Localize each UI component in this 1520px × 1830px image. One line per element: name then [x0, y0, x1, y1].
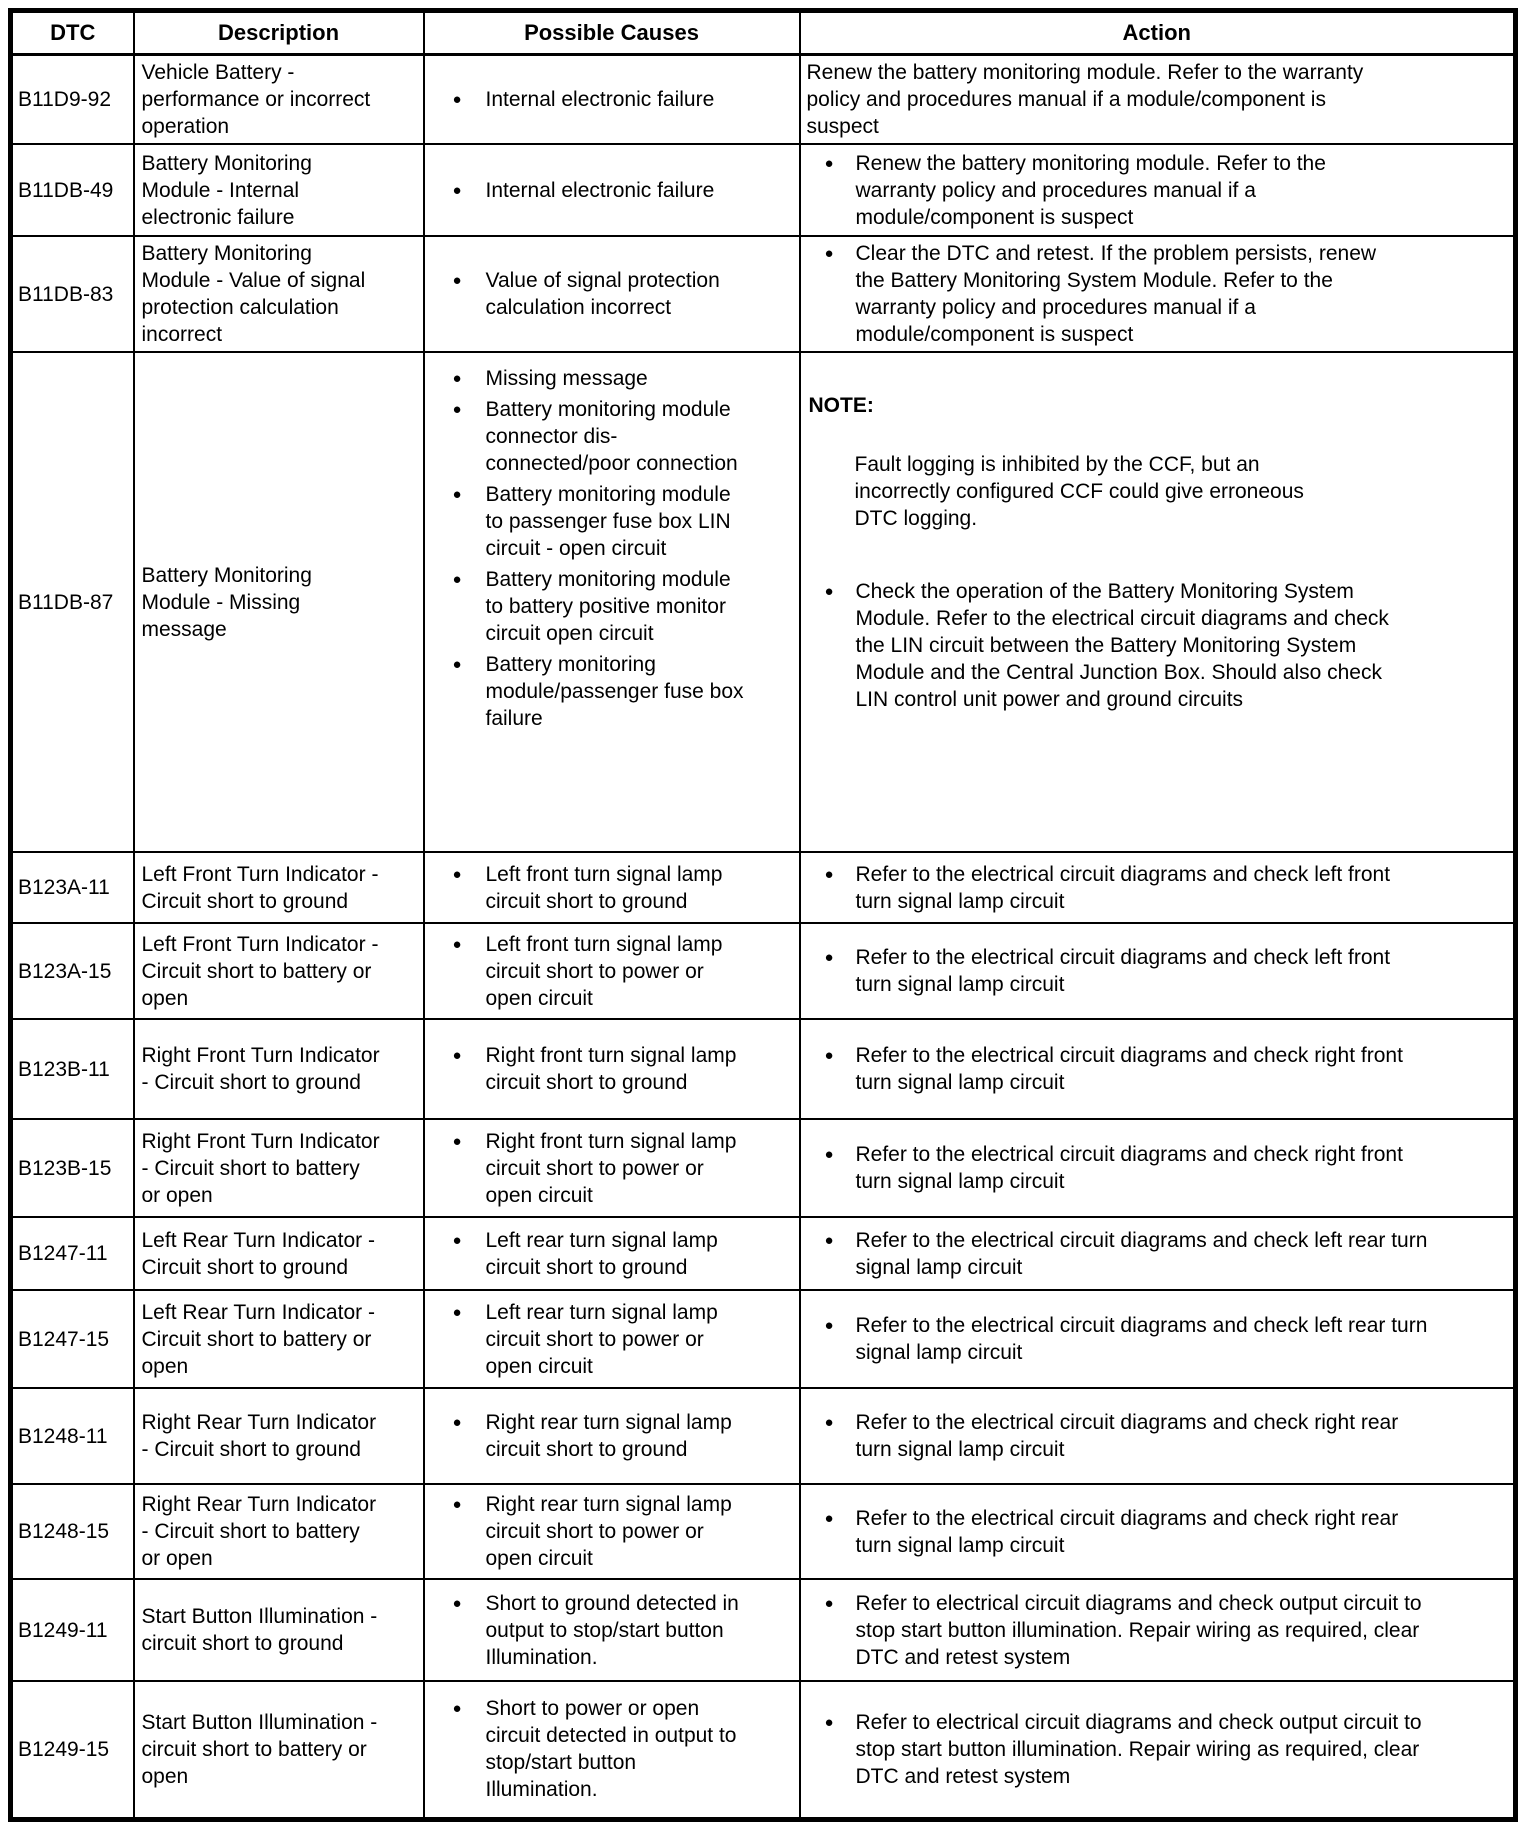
- action-item-text: Refer to the electrical circuit diagrams and check right rear turn signal lamp circuit: [855, 1506, 1399, 1557]
- dtc-code: B1249-15: [18, 1737, 110, 1761]
- dtc-cell: [11, 1579, 134, 1681]
- cause-item-text: Right front turn signal lamp circuit short to power or open circuit: [485, 1129, 737, 1207]
- action-content: [807, 1409, 1506, 1463]
- cause-item: [441, 1042, 793, 1096]
- description-text: Right Rear Turn Indicator - Circuit short to ground: [141, 1411, 377, 1461]
- dtc-code: B1247-11: [18, 1242, 108, 1265]
- dtc-code: B1248-15: [18, 1520, 110, 1543]
- action-item-text: Refer to the electrical circuit diagrams and check left front turn signal lamp circuit: [855, 862, 1391, 913]
- description-cell: [134, 1019, 424, 1119]
- bullet-icon: ●: [452, 486, 462, 503]
- dtc-code: B11D9-92: [18, 88, 112, 111]
- description-text: Battery Monitoring Module - Internal electronic failure: [141, 151, 312, 229]
- bullet-icon: ●: [452, 1700, 462, 1718]
- table-row: [11, 55, 1516, 145]
- causes-list: [441, 1299, 793, 1380]
- cause-item: [441, 481, 793, 562]
- action-item: [807, 1141, 1506, 1195]
- action-list: [807, 1409, 1506, 1463]
- action-cell: [800, 55, 1516, 145]
- action-content: [807, 1227, 1506, 1281]
- action-item: [807, 1042, 1506, 1096]
- bullet-icon: ●: [824, 1047, 834, 1064]
- description-cell: [134, 352, 424, 852]
- bullet-icon: ●: [824, 154, 834, 172]
- causes-list: [441, 1042, 793, 1096]
- action-list: [807, 578, 1506, 713]
- bullet-icon: ●: [452, 865, 462, 883]
- table-row: [11, 1681, 1516, 1819]
- causes-list: [441, 1128, 793, 1209]
- action-item-text: Refer to the electrical circuit diagrams and check left front turn signal lamp circuit: [855, 946, 1391, 996]
- action-list: [807, 150, 1506, 231]
- cause-item-text: Right rear turn signal lamp circuit short to ground: [485, 1411, 732, 1461]
- action-cell: [800, 1019, 1516, 1119]
- action-content: [807, 392, 1506, 713]
- bullet-icon: ●: [824, 1231, 834, 1249]
- table-row: [11, 852, 1516, 923]
- action-cell: [800, 1681, 1516, 1819]
- bullet-icon: ●: [452, 656, 462, 673]
- bullet-icon: ●: [824, 865, 834, 883]
- dtc-cell: [11, 1681, 134, 1819]
- action-item-text: Refer to the electrical circuit diagrams and check right front turn signal lamp circuit: [855, 1044, 1403, 1094]
- cause-item: [441, 1695, 793, 1803]
- causes-cell: [424, 1579, 800, 1681]
- description-text: Start Button Illumination - circuit short to battery or open: [141, 1710, 378, 1788]
- dtc-cell: [11, 1484, 134, 1579]
- bullet-icon: ●: [452, 1414, 462, 1431]
- causes-cell: [424, 852, 800, 923]
- causes-cell: [424, 55, 800, 145]
- dtc-code: B123B-15: [18, 1156, 112, 1180]
- cause-item: [441, 1491, 793, 1572]
- header-possible-causes: Possible Causes: [424, 11, 800, 55]
- action-content: [807, 861, 1506, 915]
- description-cell: [134, 236, 424, 352]
- description-cell: [134, 1119, 424, 1217]
- description-text: Left Rear Turn Indicator - Circuit short to battery or open: [141, 1300, 375, 1378]
- action-cell: [800, 1579, 1516, 1681]
- cause-item-text: Battery monitoring module/passenger fuse box failure: [485, 653, 744, 730]
- cause-item: [441, 931, 793, 1012]
- cause-item: [441, 267, 793, 321]
- bullet-icon: ●: [452, 91, 462, 108]
- action-list: [807, 1505, 1506, 1559]
- dtc-cell: [11, 144, 134, 236]
- causes-list: [441, 931, 793, 1012]
- bullet-icon: ●: [452, 1496, 462, 1513]
- table-row: [11, 352, 1516, 852]
- causes-list: [441, 1695, 793, 1803]
- action-content: [807, 240, 1506, 348]
- dtc-code: B1247-15: [18, 1327, 110, 1351]
- description-text: Right Front Turn Indicator - Circuit short to ground: [141, 1044, 380, 1094]
- action-list: [807, 240, 1506, 348]
- description-text: Vehicle Battery - performance or incorrect operation: [141, 61, 371, 138]
- causes-cell: [424, 1290, 800, 1388]
- dtc-code: B123B-11: [18, 1057, 110, 1081]
- action-item-text: Refer to the electrical circuit diagrams and check right rear turn signal lamp circuit: [855, 1411, 1399, 1461]
- dtc-cell: [11, 1019, 134, 1119]
- causes-cell: [424, 1019, 800, 1119]
- cause-item: [441, 1128, 793, 1209]
- cause-item: [441, 177, 793, 204]
- causes-list: [441, 267, 793, 321]
- description-cell: [134, 923, 424, 1019]
- bullet-icon: ●: [452, 1132, 462, 1150]
- causes-cell: [424, 1484, 800, 1579]
- table-row: [11, 923, 1516, 1019]
- causes-cell: [424, 144, 800, 236]
- bullet-icon: ●: [452, 181, 462, 199]
- dtc-cell: [11, 1119, 134, 1217]
- action-item: [807, 1312, 1506, 1366]
- description-cell: [134, 1290, 424, 1388]
- bullet-icon: ●: [452, 571, 462, 588]
- cause-item: [441, 861, 793, 915]
- causes-list: [441, 1491, 793, 1572]
- bullet-icon: ●: [824, 949, 834, 966]
- dtc-cell: [11, 923, 134, 1019]
- description-cell: [134, 144, 424, 236]
- action-content: [807, 1312, 1506, 1366]
- cause-item: [441, 1590, 793, 1671]
- cause-item: [441, 86, 793, 113]
- table-row: [11, 236, 1516, 352]
- action-cell: [800, 236, 1516, 352]
- dtc-cell: [11, 1290, 134, 1388]
- action-item-text: Refer to electrical circuit diagrams and check output circuit to stop start button illumination. Repair wiring as required, clear DTC and retest system: [855, 1591, 1422, 1669]
- note-text: Fault logging is inhibited by the CCF, but an incorrectly configured CCF could give erroneous DTC logging.: [854, 453, 1304, 530]
- bullet-icon: ●: [452, 935, 462, 953]
- cause-item-text: Value of signal protection calculation incorrect: [485, 269, 720, 319]
- description-cell: [134, 1681, 424, 1819]
- bullet-icon: ●: [824, 1414, 834, 1431]
- action-list: [807, 1709, 1506, 1790]
- causes-list: [441, 86, 793, 113]
- action-cell: [800, 352, 1516, 852]
- action-list: [807, 1312, 1506, 1366]
- dtc-code: B11DB-83: [18, 282, 114, 306]
- cause-item: [441, 396, 793, 477]
- action-content: [807, 1590, 1506, 1671]
- cause-item-text: Left rear turn signal lamp circuit short to ground: [485, 1228, 718, 1279]
- table-row: [11, 1217, 1516, 1290]
- causes-cell: [424, 923, 800, 1019]
- action-cell: [800, 852, 1516, 923]
- cause-item-text: Internal electronic failure: [485, 88, 715, 111]
- action-content: [807, 944, 1506, 998]
- causes-list: [441, 177, 793, 204]
- cause-item: [441, 1299, 793, 1380]
- action-cell: [800, 1119, 1516, 1217]
- action-list: [807, 1141, 1506, 1195]
- causes-list: [441, 365, 793, 732]
- action-cell: [800, 1290, 1516, 1388]
- action-item: [807, 150, 1506, 231]
- table-row: [11, 1579, 1516, 1681]
- description-text: Battery Monitoring Module - Value of signal protection calculation incorrect: [141, 242, 366, 346]
- description-cell: [134, 1388, 424, 1484]
- action-list: [807, 1227, 1506, 1281]
- action-item: [807, 944, 1506, 998]
- table-row: [11, 1484, 1516, 1579]
- action-list: [807, 1590, 1506, 1671]
- action-item-text: Refer to electrical circuit diagrams and check output circuit to stop start button illumination. Repair wiring as required, clear DTC and retest system: [855, 1710, 1422, 1788]
- causes-list: [441, 861, 793, 915]
- bullet-icon: ●: [824, 245, 834, 262]
- causes-list: [441, 1227, 793, 1281]
- action-list: [807, 944, 1506, 998]
- dtc-cell: [11, 852, 134, 923]
- bullet-icon: ●: [824, 583, 834, 600]
- action-content: [807, 1042, 1506, 1096]
- dtc-table: [8, 8, 1518, 1822]
- action-text: Renew the battery monitoring module. Refer to the warranty policy and procedures manual if a module/component is suspect: [806, 61, 1364, 138]
- dtc-code: B123A-11: [18, 876, 110, 899]
- description-text: Battery Monitoring Module - Missing message: [141, 563, 312, 641]
- cause-item-text: Missing message: [485, 367, 648, 390]
- causes-cell: [424, 352, 800, 852]
- action-content: [807, 1141, 1506, 1195]
- header-row: [11, 11, 1516, 55]
- cause-item-text: Short to power or open circuit detected in output to stop/start button Illumination.: [485, 1697, 737, 1802]
- table-row: [11, 1388, 1516, 1484]
- cause-item-text: Left front turn signal lamp circuit short to ground: [485, 862, 723, 913]
- bullet-icon: ●: [452, 401, 462, 418]
- cause-item-text: Battery monitoring module connector dis-connected/poor connection: [485, 398, 738, 475]
- cause-item-text: Internal electronic failure: [485, 178, 715, 202]
- header-dtc: DTC: [11, 11, 134, 55]
- dtc-cell: [11, 236, 134, 352]
- causes-cell: [424, 1388, 800, 1484]
- action-item: [807, 861, 1506, 915]
- action-item: [807, 240, 1506, 348]
- cause-item-text: Short to ground detected in output to stop/start button Illumination.: [485, 1591, 739, 1669]
- action-list: [807, 861, 1506, 915]
- action-content: [807, 1505, 1506, 1559]
- description-cell: [134, 55, 424, 145]
- bullet-icon: ●: [452, 1594, 462, 1612]
- causes-cell: [424, 1681, 800, 1819]
- table-row: [11, 1019, 1516, 1119]
- description-cell: [134, 1217, 424, 1290]
- header-action: Action: [800, 11, 1516, 55]
- bullet-icon: ●: [824, 1713, 834, 1731]
- description-text: Left Front Turn Indicator - Circuit short to battery or open: [141, 932, 379, 1010]
- cause-item: [441, 1227, 793, 1281]
- action-cell: [800, 144, 1516, 236]
- description-cell: [134, 852, 424, 923]
- action-item: [807, 1505, 1506, 1559]
- dtc-cell: [11, 55, 134, 145]
- dtc-code: B1248-11: [18, 1424, 108, 1448]
- cause-item: [441, 365, 793, 392]
- bullet-icon: ●: [452, 1047, 462, 1064]
- header-description: Description: [134, 11, 424, 55]
- action-item: [807, 1590, 1506, 1671]
- action-item-text: Renew the battery monitoring module. Refer to the warranty policy and procedures manual if a module/component is suspect: [855, 151, 1326, 229]
- dtc-code: B123A-15: [18, 959, 112, 983]
- action-item: [807, 1409, 1506, 1463]
- action-item-text: Refer to the electrical circuit diagrams and check left rear turn signal lamp circuit: [855, 1314, 1428, 1364]
- action-item-text: Refer to the electrical circuit diagrams and check left rear turn signal lamp circuit: [855, 1228, 1428, 1279]
- cause-item-text: Left front turn signal lamp circuit short to power or open circuit: [485, 932, 723, 1010]
- table-row: [11, 1119, 1516, 1217]
- description-text: Left Rear Turn Indicator - Circuit short to ground: [141, 1228, 375, 1279]
- bullet-icon: ●: [824, 1317, 834, 1334]
- bullet-icon: ●: [824, 1146, 834, 1163]
- action-item: [807, 1227, 1506, 1281]
- description-text: Start Button Illumination - circuit short to ground: [141, 1605, 378, 1655]
- dtc-code: B11DB-49: [18, 178, 114, 202]
- bullet-icon: ●: [824, 1594, 834, 1612]
- action-item-text: Check the operation of the Battery Monitoring System Module. Refer to the electrical circuit diagrams and check the LIN circuit between the Battery Monitoring System Module and the Central Junction Box. Should also check LIN control unit power and ground circuits: [855, 580, 1389, 711]
- bullet-icon: ●: [452, 272, 462, 289]
- action-cell: [800, 1217, 1516, 1290]
- causes-list: [441, 1590, 793, 1671]
- dtc-cell: [11, 1388, 134, 1484]
- action-cell: [800, 1484, 1516, 1579]
- cause-item-text: Battery monitoring module to battery positive monitor circuit open circuit: [485, 568, 731, 645]
- table-row: [11, 144, 1516, 236]
- note-label: NOTE:: [808, 394, 874, 417]
- bullet-icon: ●: [452, 370, 462, 387]
- causes-list: [441, 1409, 793, 1463]
- action-item: [807, 578, 1506, 713]
- bullet-icon: ●: [824, 1509, 834, 1527]
- table-row: [11, 1290, 1516, 1388]
- cause-item: [441, 651, 793, 732]
- bullet-icon: ●: [452, 1303, 462, 1321]
- description-cell: [134, 1579, 424, 1681]
- action-item: [807, 1709, 1506, 1790]
- cause-item: [441, 1409, 793, 1463]
- cause-item-text: Left rear turn signal lamp circuit short to power or open circuit: [485, 1300, 718, 1378]
- action-cell: [800, 1388, 1516, 1484]
- cause-item-text: Right rear turn signal lamp circuit short to power or open circuit: [485, 1493, 732, 1570]
- causes-cell: [424, 1119, 800, 1217]
- description-cell: [134, 1484, 424, 1579]
- action-list: [807, 1042, 1506, 1096]
- dtc-code: B11DB-87: [18, 590, 114, 614]
- action-content: [807, 150, 1506, 231]
- action-item-text: Refer to the electrical circuit diagrams and check right front turn signal lamp circuit: [855, 1143, 1403, 1193]
- action-item-text: Clear the DTC and retest. If the problem persists, renew the Battery Monitoring System Module. Refer to the warranty policy and procedures manual if a module/component is suspect: [855, 242, 1377, 346]
- cause-item-text: Battery monitoring module to passenger fuse box LIN circuit - open circuit: [485, 483, 731, 560]
- description-text: Left Front Turn Indicator - Circuit short to ground: [141, 862, 379, 913]
- action-cell: [800, 923, 1516, 1019]
- dtc-code: B1249-11: [18, 1618, 108, 1642]
- bullet-icon: ●: [452, 1231, 462, 1249]
- cause-item-text: Right front turn signal lamp circuit short to ground: [485, 1044, 737, 1094]
- causes-cell: [424, 1217, 800, 1290]
- dtc-cell: [11, 352, 134, 852]
- action-content: [807, 1709, 1506, 1790]
- causes-cell: [424, 236, 800, 352]
- cause-item: [441, 566, 793, 647]
- dtc-cell: [11, 1217, 134, 1290]
- action-content: [807, 59, 1506, 140]
- description-text: Right Rear Turn Indicator - Circuit short to battery or open: [141, 1493, 377, 1570]
- description-text: Right Front Turn Indicator - Circuit short to battery or open: [141, 1129, 380, 1207]
